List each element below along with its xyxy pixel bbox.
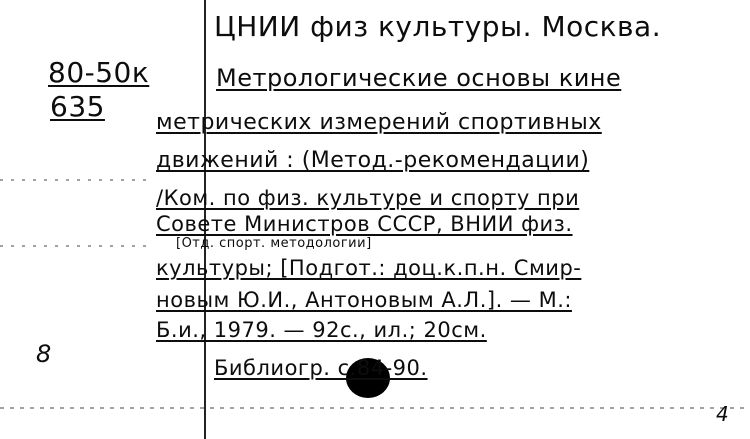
bibliography-note: Библиогр. с.84-90. [214, 356, 428, 380]
shelfmark: 80-50к [48, 56, 150, 89]
entry-line-2: метрических измерений спортивных [156, 110, 602, 135]
entry-line-8: Б.и., 1979. — 92с., ил.; 20см. [156, 318, 487, 342]
corner-mark: 4 [716, 402, 730, 426]
margin-mark: 8 [36, 340, 52, 368]
entry-line-3: движений : (Метод.-рекомендации) [156, 148, 590, 173]
card-header: ЦНИИ физ культуры. Москва. [214, 10, 662, 43]
entry-line-5: Совете Министров СССР, ВНИИ физ. [156, 212, 573, 236]
entry-line-1: Метрологические основы кине [216, 64, 622, 92]
entry-line-6: культуры; [Подгот.: доц.к.п.н. Смир- [156, 256, 582, 280]
inserted-note: [Отд. спорт. методологии] [176, 236, 372, 251]
entry-line-4: /Ком. по физ. культуре и спорту при [156, 186, 580, 210]
entry-line-7: новым Ю.И., Антоновым А.Л.]. — М.: [156, 288, 572, 312]
call-number: 635 [50, 90, 105, 123]
